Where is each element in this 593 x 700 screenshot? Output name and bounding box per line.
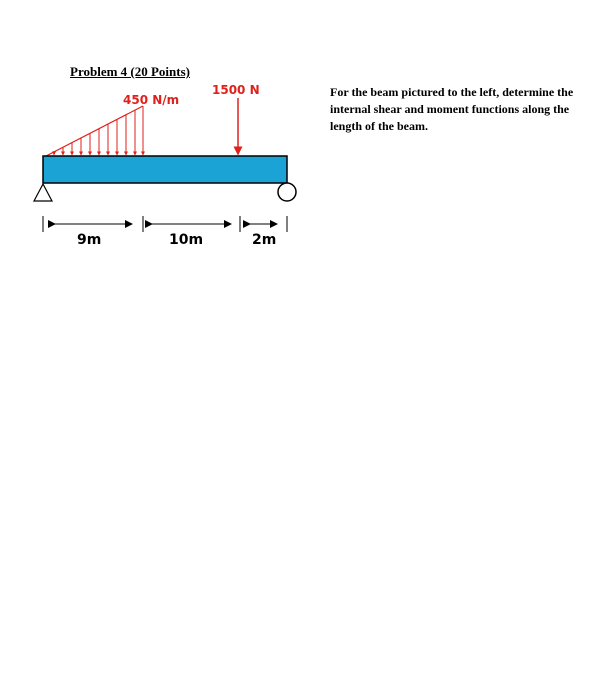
problem-title: Problem 4 (20 Points) [70,64,190,79]
point-load-label: 1500 N [212,83,260,97]
dimension-label-10m: 10m [169,232,204,248]
pin-support [34,184,52,201]
problem-description: For the beam pictured to the left, determine the internal shear and moment functions along the length of the beam. [330,85,574,133]
dimension-label-2m: 2m [252,232,277,248]
beam [43,156,287,183]
roller-support [278,183,296,201]
distributed-load [46,93,179,156]
distributed-load-outline [46,106,143,156]
dimension-label-9m: 9m [77,232,102,248]
dimension-lines [43,216,287,232]
distributed-load-label: 450 N/m [123,93,180,107]
point-load [212,83,260,154]
